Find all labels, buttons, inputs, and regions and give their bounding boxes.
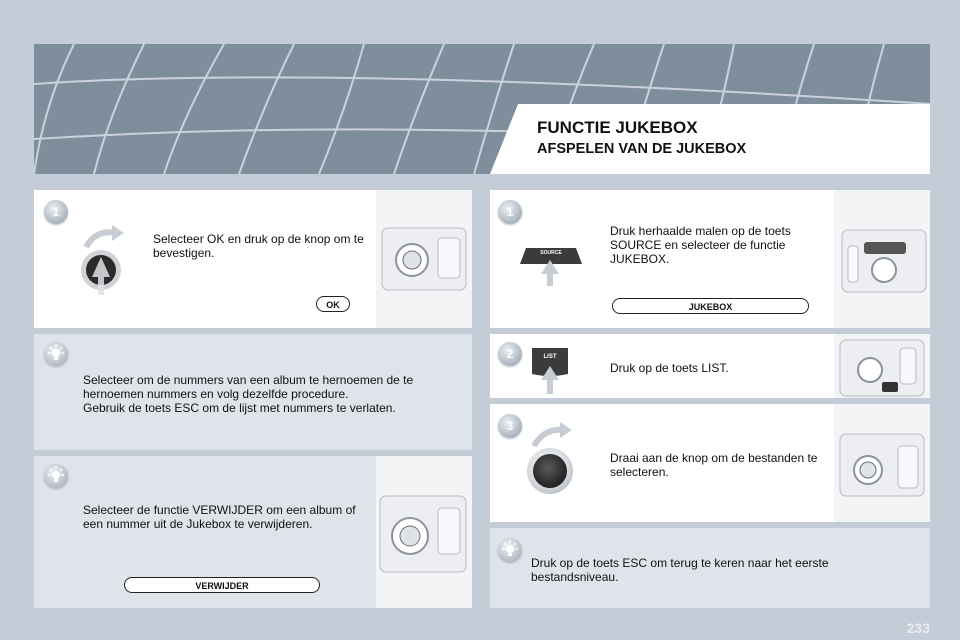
left-tip1-text: Selecteer om de nummers van een album te hernoemen de te hernoemen nummers en volg dezelfde procedure. Gebruik de toets ESC om de lijst met nummers te verlaten. bbox=[83, 373, 414, 415]
left-tip2-text: Selecteer de functie VERWIJDER om een album of een nummer uit de Jukebox te verwijderen. bbox=[83, 503, 356, 531]
source-button-illustration bbox=[514, 240, 588, 286]
lightbulb-icon bbox=[498, 538, 522, 562]
radio-panel-illustration bbox=[376, 456, 472, 608]
push-arrow-icon bbox=[514, 240, 588, 286]
radio-panel-illustration bbox=[834, 334, 930, 398]
page-title: FUNCTIE JUKEBOX bbox=[537, 118, 698, 137]
list-button-illustration bbox=[528, 344, 572, 394]
step-badge: 1 bbox=[44, 200, 68, 224]
right-step3-image-area bbox=[834, 404, 930, 522]
left-step-text: Selecteer OK en druk op de knop om te bevestigen. bbox=[153, 232, 364, 260]
title-box bbox=[490, 104, 930, 174]
rotate-arrow-icon bbox=[78, 225, 128, 300]
radio-panel-illustration bbox=[834, 190, 930, 328]
left-tip2-image-area bbox=[376, 456, 472, 608]
step-badge: 1 bbox=[498, 200, 522, 224]
step-badge: 2 bbox=[498, 342, 522, 366]
right-step1-text: Druk herhaalde malen op de toets SOURCE en selecteer de functie JUKEBOX. bbox=[610, 224, 791, 266]
page-subtitle: AFSPELEN VAN DE JUKEBOX bbox=[537, 141, 747, 157]
step-badge: 3 bbox=[498, 414, 522, 438]
radio-panel-illustration bbox=[834, 404, 930, 522]
source-button-label: SOURCE bbox=[540, 250, 562, 256]
right-step2-image-area bbox=[834, 334, 930, 398]
lightbulb-icon bbox=[44, 464, 68, 488]
jukebox-option: JUKEBOX bbox=[612, 298, 809, 314]
lightbulb-icon bbox=[44, 342, 68, 366]
control-knob-icon bbox=[524, 420, 578, 498]
ok-option: OK bbox=[316, 296, 350, 312]
verwijder-option: VERWIJDER bbox=[124, 577, 320, 593]
radio-panel-illustration bbox=[376, 190, 472, 328]
right-tip-text: Druk op de toets ESC om terug te keren naar het eerste bestandsniveau. bbox=[531, 556, 829, 584]
right-step2-text: Druk op de toets LIST. bbox=[610, 361, 729, 375]
page-number: 233 bbox=[906, 620, 930, 636]
left-step-image-area bbox=[376, 190, 472, 328]
push-arrow-icon bbox=[528, 344, 572, 394]
control-knob-icon bbox=[78, 225, 128, 300]
right-step3-text: Draai aan de knop om de bestanden te selecteren. bbox=[610, 451, 818, 479]
list-button-label: LIST bbox=[543, 354, 557, 360]
right-step1-image-area bbox=[834, 190, 930, 328]
